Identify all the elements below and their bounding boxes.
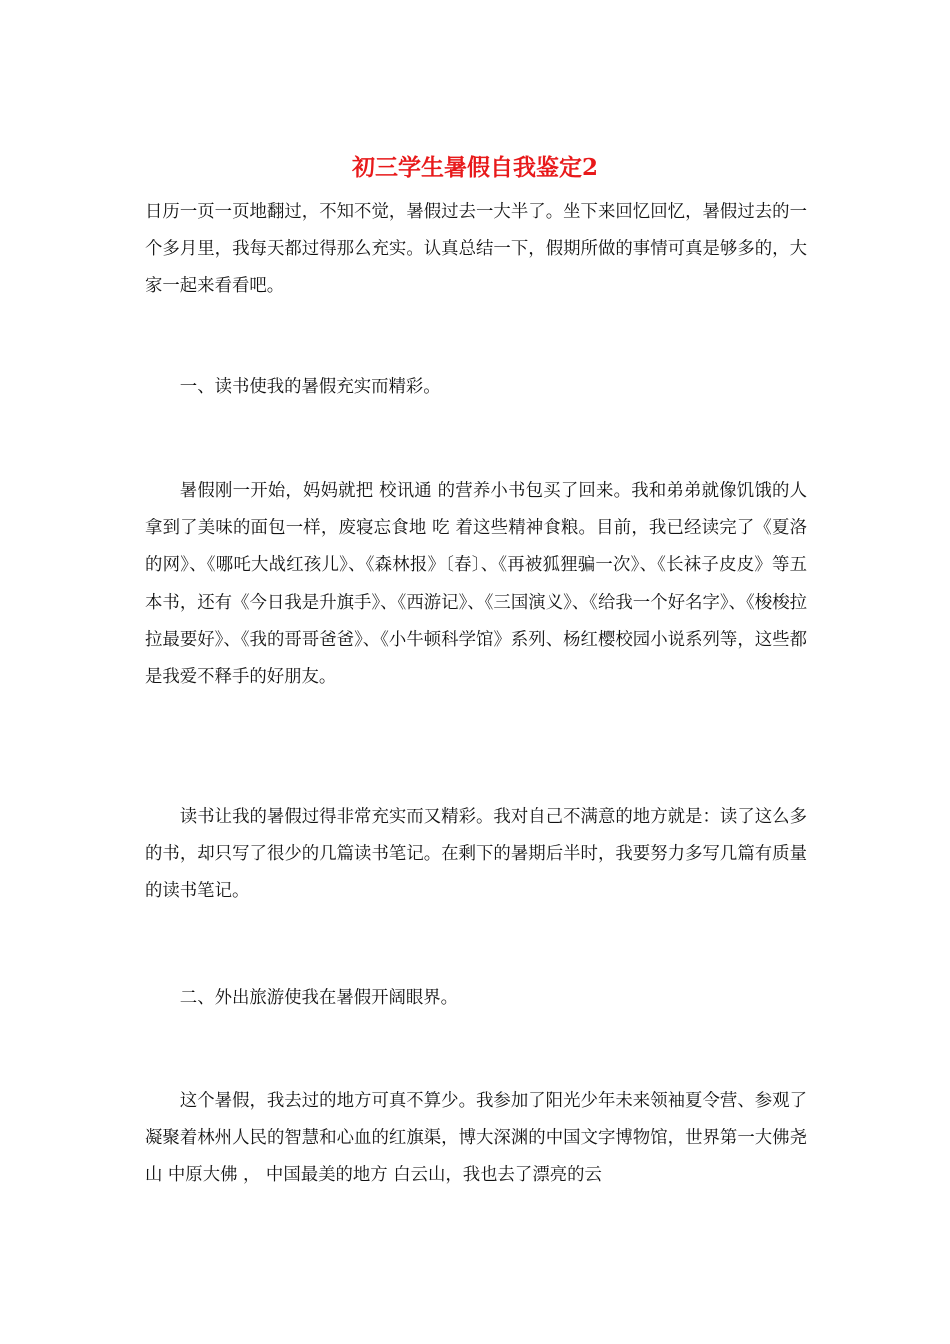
travel-paragraph: 这个暑假，我去过的地方可真不算少。我参加了阳光少年未来领袖夏令营、参观了凝聚着林州人民的智慧和心血的红旗渠，博大深渊的中国文字博物馆，世界第一大佛尧山 中原大佛 ， 中国最美的地方 白云山，我也去了漂亮的云: [145, 1091, 807, 1186]
reading-paragraph-2: 读书让我的暑假过得非常充实而又精彩。我对自己不满意的地方就是：读了这么多的书，却只写了很少的几篇读书笔记。在剩下的暑期后半时，我要努力多写几篇有质量的读书笔记。: [145, 807, 807, 902]
section-heading-reading: 一、读书使我的暑假充实而精彩。: [179, 377, 441, 397]
reading-paragraph-1: 暑假刚一开始，妈妈就把 校讯通 的营养小书包买了回来。我和弟弟就像饥饿的人拿到了美味的面包一样，废寝忘食地 吃 着这些精神食粮。目前，我已经读完了《夏洛的网》、《哪吒大战红孩儿》、《森林报》〔春〕、《再被狐狸骗一次》、《长袜子皮皮》等五本书，还有《今日我是升旗手》、《西游记》、《三国演义》、《给我一个好名字》、《梭梭拉拉最要好》、《我的哥哥爸爸》、《小牛顿科学馆》系列、杨红樱校园小说系列等，这些都是我爱不释手的好朋友。: [145, 481, 807, 688]
section-heading-travel: 二、外出旅游使我在暑假开阔眼界。: [179, 988, 459, 1008]
intro-paragraph: 日历一页一页地翻过，不知不觉，暑假过去一大半了。坐下来回忆回忆，暑假过去的一个多月里，我每天都过得那么充实。认真总结一下，假期所做的事情可真是够多的，大家一起来看看吧。: [145, 202, 807, 297]
document-title: 初三学生暑假自我鉴定2: [351, 154, 598, 181]
